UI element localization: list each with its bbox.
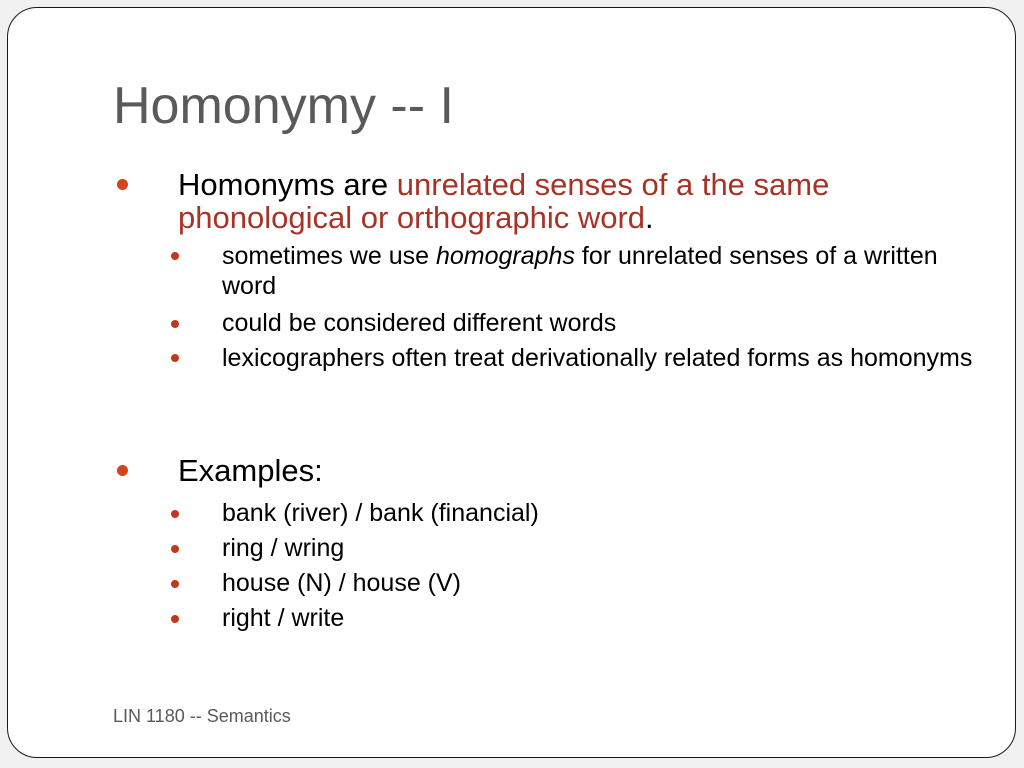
bullet-homonyms-highlight: unrelated senses of a the same phonological or orthographic word xyxy=(178,167,830,235)
example-item: right / write xyxy=(222,604,345,632)
sub-bullet-homographs-before: sometimes we use xyxy=(222,242,436,270)
bullet-dot-icon xyxy=(117,179,128,190)
sub-bullet-dot-icon xyxy=(171,320,179,328)
sub-bullet-homographs xyxy=(222,241,982,301)
bullet-homonyms xyxy=(178,168,978,234)
sub-bullet-dot-icon xyxy=(171,580,179,588)
bullet-homonyms-suffix: . xyxy=(645,200,654,235)
sub-bullet-homographs-after: for unrelated senses of a written word xyxy=(222,242,938,300)
sub-bullet-lexicographers: lexicographers often treat derivationally related forms as homonyms xyxy=(222,344,973,372)
slide-footer: LIN 1180 -- Semantics xyxy=(113,706,291,726)
bullet-homonyms-prefix: Homonyms are xyxy=(178,167,397,202)
example-item: ring / wring xyxy=(222,534,345,562)
sub-bullet-dot-icon xyxy=(171,510,179,518)
example-item: house (N) / house (V) xyxy=(222,569,461,597)
sub-bullet-dot-icon xyxy=(171,545,179,553)
sub-bullet-dot-icon xyxy=(171,354,179,362)
slide-title: Homonymy -- I xyxy=(113,77,454,135)
sub-bullet-dot-icon xyxy=(171,252,179,260)
sub-bullet-dot-icon xyxy=(171,615,179,623)
bullet-examples: Examples: xyxy=(178,453,323,488)
sub-bullet-different-words: could be considered different words xyxy=(222,309,617,337)
example-item: bank (river) / bank (financial) xyxy=(222,499,539,527)
bullet-dot-icon xyxy=(117,465,128,476)
sub-bullet-homographs-italic: homographs xyxy=(435,242,575,270)
